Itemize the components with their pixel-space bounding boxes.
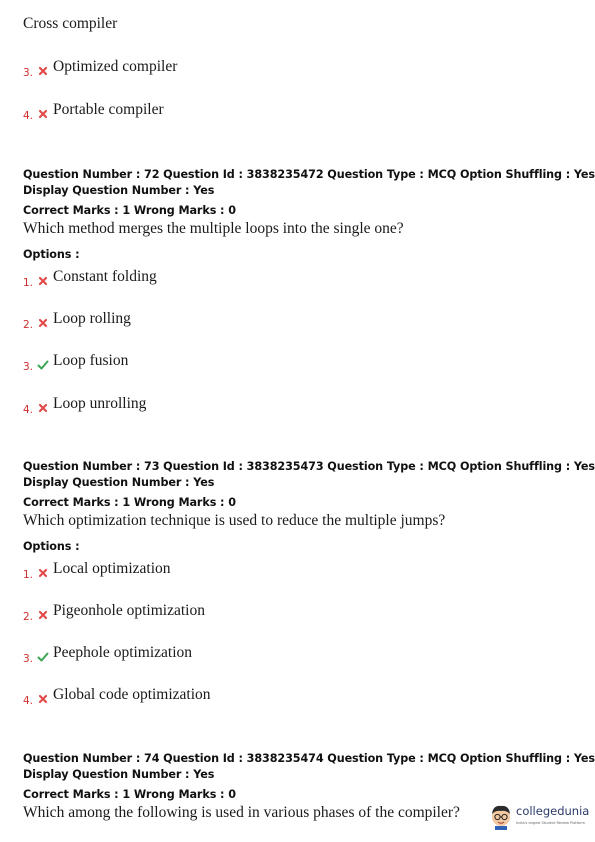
option-number: 3.: [23, 653, 34, 665]
option-number: 4.: [23, 404, 34, 416]
option-text: Portable compiler: [53, 101, 164, 118]
question-meta: Question Number : 74 Question Id : 3838235474 Question Type : MCQ Option Shuffling : Yes: [23, 752, 595, 765]
display-question-number: Display Question Number : Yes: [23, 184, 215, 197]
option-number: 4.: [23, 695, 34, 707]
cross-icon: [37, 108, 49, 120]
question-text: Which among the following is used in various phases of the compiler?: [23, 804, 460, 821]
options-label: Options :: [23, 540, 80, 553]
option-text: Constant folding: [53, 268, 157, 285]
option-number: 3.: [23, 67, 34, 79]
option-text: Loop rolling: [53, 310, 131, 327]
option-text: Pigeonhole optimization: [53, 602, 205, 619]
option-number: 4.: [23, 110, 34, 122]
option-text: Global code optimization: [53, 686, 211, 703]
marks-info: Correct Marks : 1 Wrong Marks : 0: [23, 204, 236, 217]
question-text: Which optimization technique is used to reduce the multiple jumps?: [23, 512, 446, 529]
option-text: Peephole optimization: [53, 644, 193, 661]
cross-icon: [37, 275, 49, 287]
options-label: Options :: [23, 248, 80, 261]
cross-icon: [37, 402, 49, 414]
option-number: 2.: [23, 611, 34, 623]
cross-icon: [37, 567, 49, 579]
option-text: Loop fusion: [53, 352, 129, 369]
check-icon: [37, 651, 49, 663]
cross-icon: [37, 317, 49, 329]
cross-icon: [37, 609, 49, 621]
question-text: Which method merges the multiple loops into the single one?: [23, 220, 404, 237]
mascot-icon: [489, 802, 513, 830]
marks-info: Correct Marks : 1 Wrong Marks : 0: [23, 496, 236, 509]
prev-option-text: Cross compiler: [23, 15, 118, 32]
collegedunia-logo: [489, 802, 589, 832]
question-meta: Question Number : 73 Question Id : 3838235473 Question Type : MCQ Option Shuffling : Yes: [23, 460, 595, 473]
display-question-number: Display Question Number : Yes: [23, 768, 215, 781]
marks-info: Correct Marks : 1 Wrong Marks : 0: [23, 788, 236, 801]
option-number: 1.: [23, 569, 34, 581]
option-text: Local optimization: [53, 560, 171, 577]
question-meta: Question Number : 72 Question Id : 3838235472 Question Type : MCQ Option Shuffling : Yes: [23, 168, 595, 181]
option-number: 2.: [23, 319, 34, 331]
cross-icon: [37, 693, 49, 705]
display-question-number: Display Question Number : Yes: [23, 476, 215, 489]
logo-name: collegedunia: [516, 804, 590, 818]
logo-tagline: India's largest Student Review Platform: [516, 821, 585, 825]
option-number: 3.: [23, 361, 34, 373]
option-text: Loop unrolling: [53, 395, 147, 412]
check-icon: [37, 359, 49, 371]
cross-icon: [37, 65, 49, 77]
option-number: 1.: [23, 277, 34, 289]
option-text: Optimized compiler: [53, 58, 178, 75]
